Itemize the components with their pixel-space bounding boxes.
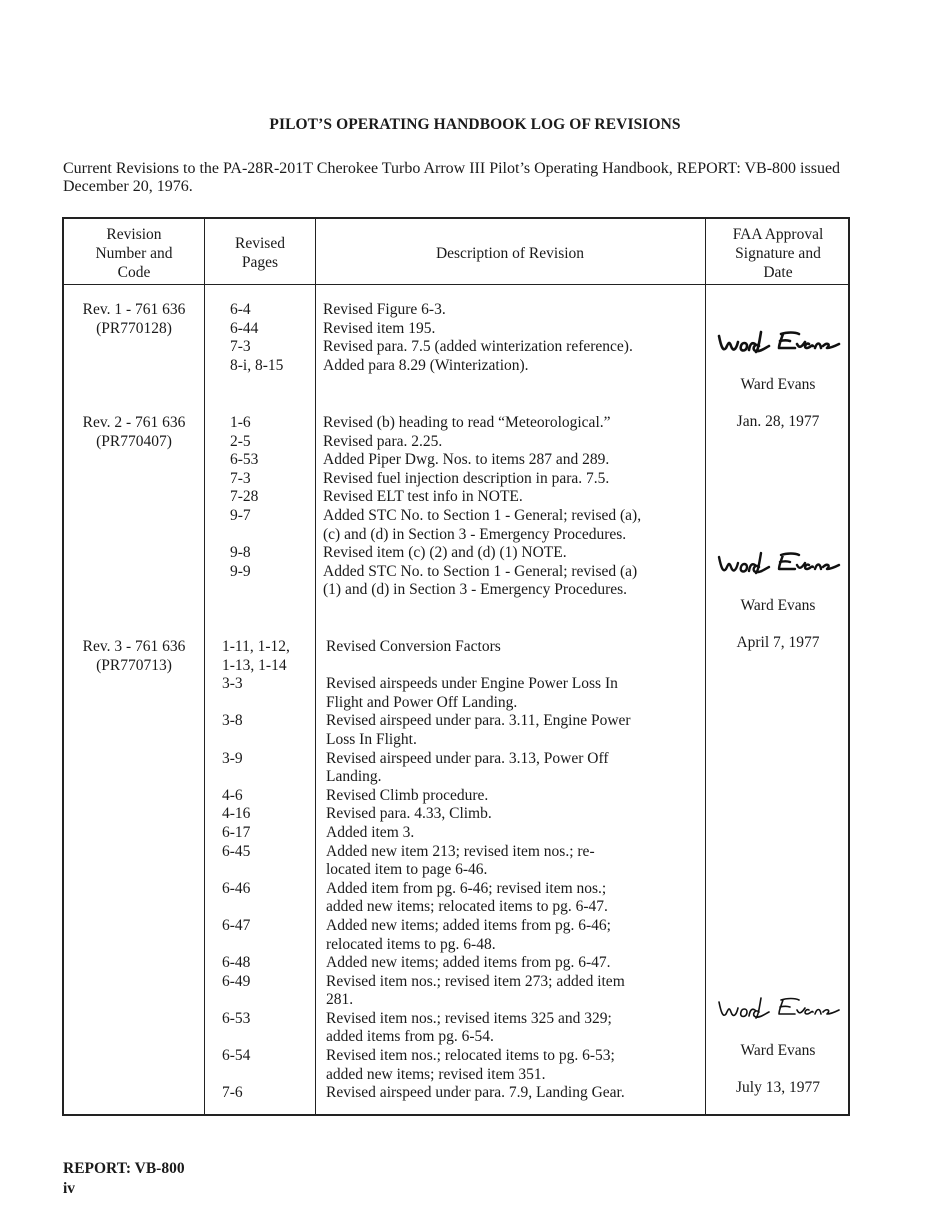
signature-name: Ward Evans [740,1042,816,1060]
column-divider [204,219,205,1114]
page-title: PILOT’S OPERATING HANDBOOK LOG OF REVISIONS [269,116,681,133]
revised-pages: 1-11, 1-12, 1-13, 1-14 3-3 3-8 3-9 4-6 4-16 6-17 6-45 6-46 6-47 6-48 6-49 6-53 6-54 7-6 [222,638,290,1102]
signature-icon [713,992,843,1024]
revision-description: Revised Conversion Factors Revised airspeeds under Engine Power Loss In Flight and Power Off Landing. Revised airspeed under para. 3.11, Engine Power Loss In Flight. Revised airspeed under para. 3.13, Power Off Landing. Revised Climb procedure. Revised para. 4.33, Climb. Added item 3. Added new item 213; revised item nos.; re- located item to page 6-46. Added item from pg. 6-46; revised item nos.; added new items; relocated items to pg. 6-47. Added new items; added items from pg. 6-46; relocated items to pg. 6-48. Added new items; added items from pg. 6-47. Revised item nos.; revised item 273; added item 281. Revised item nos.; revised items 325 and 329; added items from pg. 6-54. Revised item nos.; relocated items to pg. 6-53; added new items; revised item 351. Revised airspeed under para. 7.9, Landing Gear. [326,638,631,1102]
header-description: Description of Revision [435,244,585,262]
page-number: iv [63,1180,76,1197]
column-divider [315,219,316,1114]
faa-approval [708,528,848,672]
revisions-table [62,217,850,1116]
revision-description: Revised Figure 6-3. Revised item 195. Revised para. 7.5 (added winterization reference). Added para 8.29 (Winterization). [323,301,633,374]
faa-approval [708,973,848,1117]
revised-pages: 6-4 6-44 7-3 8-i, 8-15 [230,301,284,374]
header-faa-approval: FAA Approval Signature and Date [732,225,824,281]
revision-description: Revised (b) heading to read “Meteorological.” Revised para. 2.25. Added Piper Dwg. Nos. to items 287 and 289. Revised fuel injection description in para. 7.5. Revised ELT test info in NOTE. Added STC No. to Section 1 - General; revised (a), (c) and (d) in Section 3 - Emergency Procedures. Revised item (c) (2) and (d) (1) NOTE. Added STC No. to Section 1 - General; revised (a) (1) and (d) in Section 3 - Emergency Procedures. [323,414,642,599]
signature-date: April 7, 1977 [736,634,820,652]
header-revised-pages: Revised Pages [235,235,285,271]
revision-code: Rev. 3 - 761 636 (PR770713) [82,638,186,674]
report-number: REPORT: VB-800 [63,1160,185,1177]
revision-code: Rev. 2 - 761 636 (PR770407) [82,414,186,450]
page-footer [63,1159,185,1199]
header-revision-code: Revision Number and Code [95,225,173,281]
signature-date: July 13, 1977 [736,1079,820,1097]
signature-icon [713,547,843,579]
signature-name: Ward Evans [740,597,816,615]
signature-icon [713,326,843,358]
header-divider [64,284,848,285]
faa-approval [708,307,848,451]
signature-name: Ward Evans [740,376,816,394]
signature-date: Jan. 28, 1977 [736,413,820,431]
revised-pages: 1-6 2-5 6-53 7-3 7-28 9-7 9-8 9-9 [230,414,259,580]
revision-code: Rev. 1 - 761 636 (PR770128) [82,301,186,337]
intro-paragraph: Current Revisions to the PA-28R-201T Cherokee Turbo Arrow III Pilot’s Operating Handbook, REPORT: VB-800 issued December 20, 1976. [63,160,841,195]
column-divider [705,219,706,1114]
